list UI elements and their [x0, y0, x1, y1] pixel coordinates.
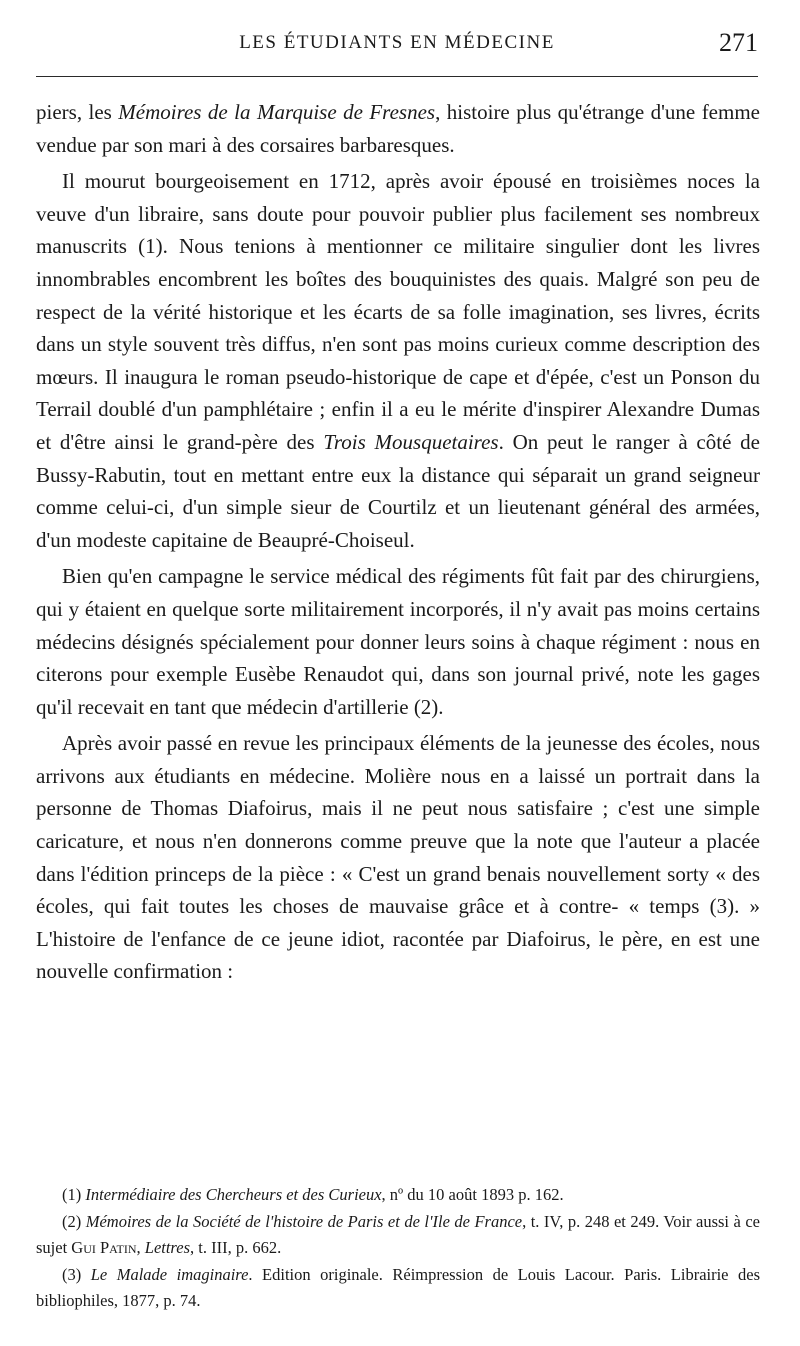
- italic-title: Lettres: [144, 1238, 190, 1257]
- paragraph-4: Après avoir passé en revue les principaux éléments de la jeunesse des écoles, nous arrivons aux étudiants en médecine. Molière nous en a laissé un portrait dans la personne de Thomas Diafoirus, mais il ne peut nous satisfaire ; c'est une simple caricature, et nous n'en donnerons comme preuve que la note que l'auteur a placée dans l'édition princeps de la pièce : « C'est un grand benais nouvellement sorty « des écoles, qui fait toutes les choses de mauvaise grâce et à contre- « temps (3). » L'histoire de l'enfance de ce jeune idiot, racontée par Diafoirus, le père, en est une nouvelle confirmation :: [36, 731, 760, 984]
- running-title: LES ÉTUDIANTS EN MÉDECINE: [239, 32, 555, 53]
- text-run: . On peut le ranger à côté de Bussy-Rabutin, tout en mettant entre eux la distance qui séparait un grand seigneur comme celui-ci, d'un simple sieur de Courtilz et un lieutenant général des armées, d'un modeste capitaine de Beaupré-Choiseul.: [36, 429, 760, 552]
- main-text: [36, 96, 760, 992]
- text-run: Il mourut bourgeoisement en 1712, après avoir épousé en troisièmes noces la veuve d'un libraire, sans doute pour pouvoir publier plus facilement ses nombreux manuscrits (1). Nous tenions à mentionner ce militaire singulier dont les livres innombrables encombrent les boîtes des bouquinistes des quais. Malgré son peu de respect de la vérité historique et les écarts de sa folle imagination, ses livres, écrits dans un style souvent très diffus, n'en sont pas moins curieux comme description des mœurs. Il inaugura le roman pseudo-historique de cape et d'épée, c'est un Ponson du Terrail doublé d'un pamphlétaire ; enfin il a eu le mérite d'inspirer Alexandre Dumas et d'être ainsi le grand-père des: [36, 169, 760, 454]
- paragraph-2: [36, 165, 760, 556]
- footnotes: [36, 1182, 760, 1315]
- author-name: Gui Patin: [71, 1238, 137, 1257]
- header-rule: [36, 76, 758, 77]
- footnote-1: [36, 1182, 760, 1209]
- text-run: . Edition originale. Réimpression de Louis Lacour. Paris. Librairie des bibliophiles, 1877, p. 74.: [36, 1264, 760, 1310]
- page-number: 271: [719, 28, 758, 57]
- page-header: [36, 28, 758, 68]
- footnote-marker: (3): [62, 1264, 91, 1284]
- footnote-2: [36, 1209, 760, 1262]
- text-run: , t. IV, p. 248 et 249. Voir aussi à ce sujet: [36, 1211, 760, 1257]
- italic-title: Le Malade imaginaire: [90, 1264, 249, 1284]
- text-run: , t. III, p. 662.: [190, 1238, 282, 1257]
- footnote-marker: (2): [62, 1211, 86, 1231]
- footnote-marker: (1): [62, 1185, 86, 1204]
- italic-title: Trois Mousquetaires: [323, 429, 499, 454]
- text-run: , histoire plus qu'étrange d'une femme vendue par son mari à des corsaires barbaresques.: [36, 100, 760, 157]
- text-run: piers, les: [36, 100, 119, 124]
- text-run: , nº du 10 août 1893 p. 162.: [381, 1185, 564, 1204]
- footnote-3: [36, 1262, 760, 1315]
- italic-title: Intermédiaire des Chercheurs et des Curieux: [85, 1185, 382, 1204]
- italic-title: Mémoires de la Société de l'histoire de Paris et de l'Ile de France: [85, 1211, 523, 1231]
- italic-title: Mémoires de la Marquise de Fresnes: [118, 100, 436, 124]
- paragraph-1: [36, 96, 760, 161]
- paragraph-3: Bien qu'en campagne le service médical des régiments fût fait par des chirurgiens, qui y étaient en quelque sorte militairement incorporés, il n'y avait pas moins certains médecins désignés spécialement pour donner leurs soins à chaque régiment : nous en citerons pour exemple Eusèbe Renaudot qui, dans son journal privé, note les gages qu'il recevait en tant que médecin d'artillerie (2).: [36, 564, 760, 719]
- text-run: ,: [136, 1238, 145, 1257]
